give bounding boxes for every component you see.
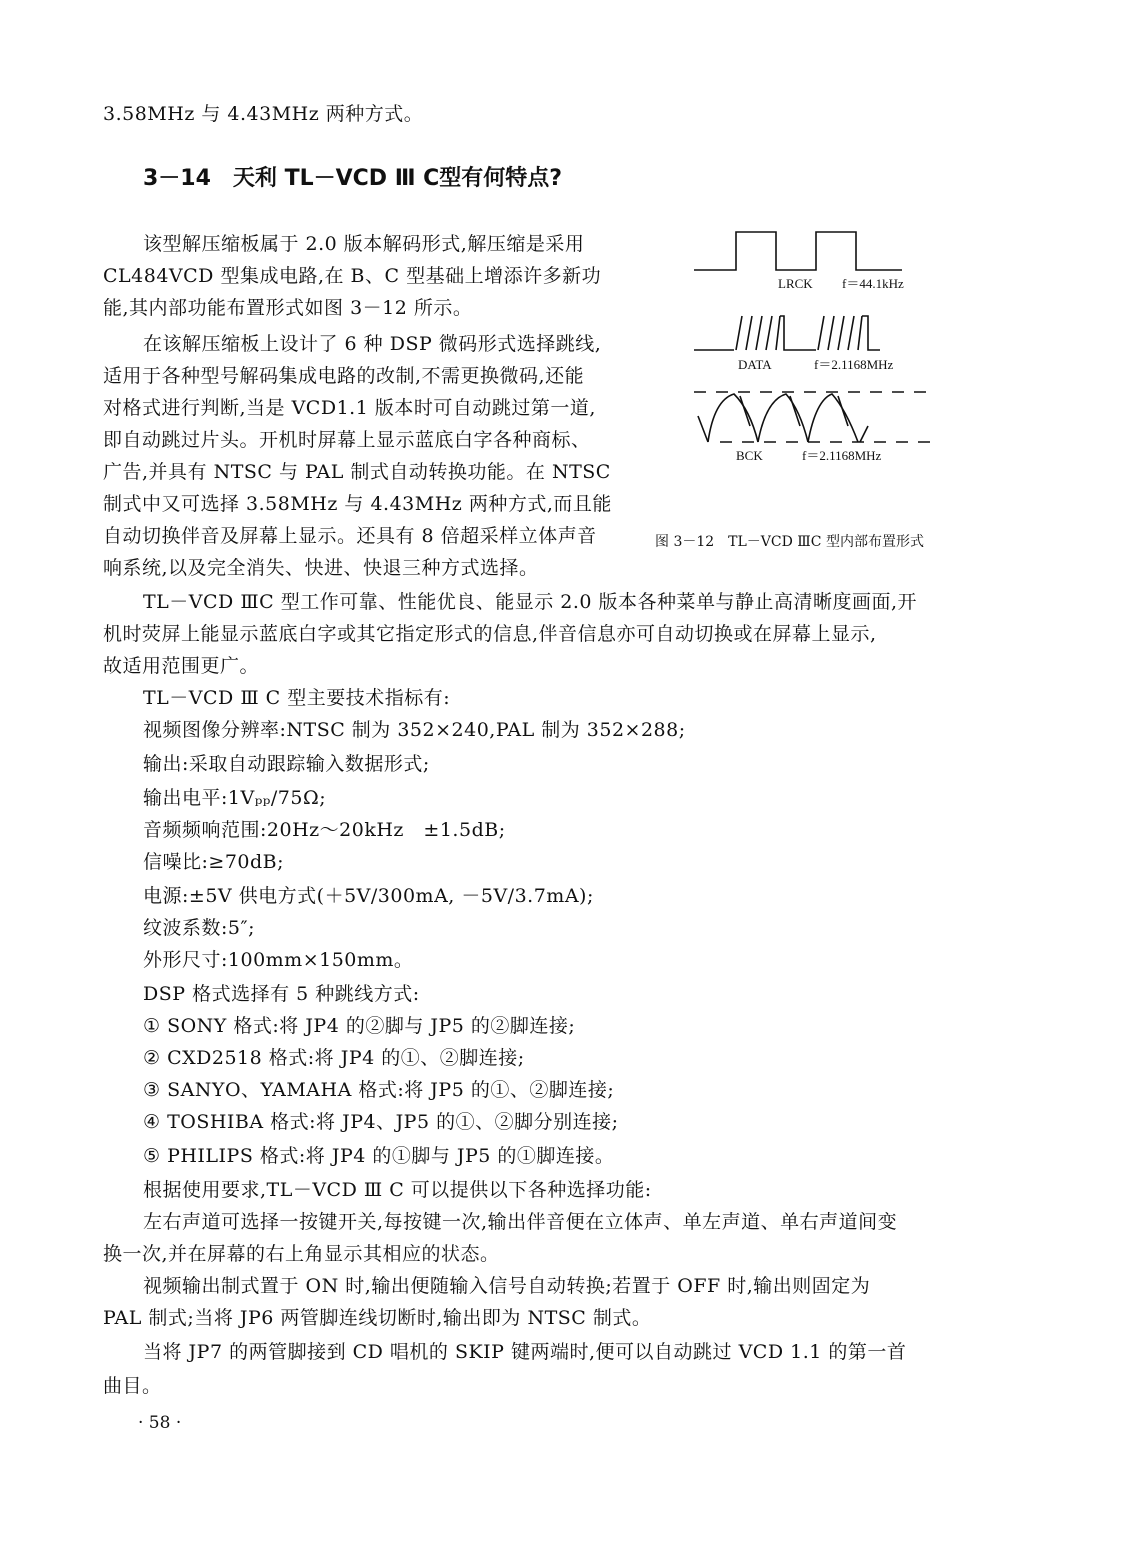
spec-line: 输出电平:1Vₚₚ/75Ω; <box>143 787 327 809</box>
spec-line: 信噪比:≥70dB; <box>143 851 285 873</box>
para2-line: 对格式进行判断,当是 VCD1.1 版本时可自动跳过第一道, <box>103 397 596 419</box>
bck-freq: f＝2.1168MHz <box>802 448 882 463</box>
para2-line: 响系统,以及完全消失、快进、快退三种方式选择。 <box>103 557 539 579</box>
para2-line: 即自动跳过片头。开机时屏幕上显示蓝底白字各种商标、 <box>103 429 591 451</box>
para2-line: 广告,并具有 NTSC 与 PAL 制式自动转换功能。在 NTSC <box>103 461 611 483</box>
spec-line: 纹波系数:5″; <box>143 917 255 939</box>
data-waveform <box>694 316 880 350</box>
para6-line: 当将 JP7 的两管脚接到 CD 唱机的 SKIP 键两端时,便可以自动跳过 VCD 1.1 的第一首 <box>143 1341 907 1363</box>
data-freq: f＝2.1168MHz <box>814 357 894 372</box>
para3-line: TL－VCD ⅢC 型工作可靠、性能优良、能显示 2.0 版本各种菜单与静止高清晰度画面,开 <box>143 591 918 613</box>
data-label: DATA <box>738 357 772 372</box>
top-line: 3.58MHz 与 4.43MHz 两种方式。 <box>103 103 424 125</box>
para2-line: 在该解压缩板上设计了 6 种 DSP 微码形式选择跳线, <box>143 333 602 355</box>
para1-line: 该型解压缩板属于 2.0 版本解码形式,解压缩是采用 <box>143 233 585 255</box>
page-number: · 58 · <box>138 1413 182 1433</box>
spec-line: 音频频响范围:20Hz～20kHz ±1.5dB; <box>143 819 506 841</box>
spec-line: 电源:±5V 供电方式(＋5V/300mA, －5V/3.7mA); <box>143 885 594 907</box>
bck-label: BCK <box>736 448 763 463</box>
para5-line: PAL 制式;当将 JP6 两管脚连线切断时,输出即为 NTSC 制式。 <box>103 1307 652 1329</box>
spec-line: 输出:采取自动跟踪输入数据形式; <box>143 753 430 775</box>
spec-line: ② CXD2518 格式:将 JP4 的①、②脚连接; <box>143 1047 525 1069</box>
spec-line: DSP 格式选择有 5 种跳线方式: <box>143 983 420 1005</box>
section-heading: 3－14 天利 TL－VCD Ⅲ C型有何特点? <box>143 166 563 191</box>
para1-line: CL484VCD 型集成电路,在 B、C 型基础上增添许多新功 <box>103 265 602 287</box>
lrck-freq: f＝44.1kHz <box>842 276 904 291</box>
spec-line: ④ TOSHIBA 格式:将 JP4、JP5 的①、②脚分别连接; <box>143 1111 619 1133</box>
bck-waveform <box>698 394 868 442</box>
lrck-label: LRCK <box>778 276 813 291</box>
para2-line: 制式中又可选择 3.58MHz 与 4.43MHz 两种方式,而且能 <box>103 493 612 515</box>
para3-line: 机时荧屏上能显示蓝底白字或其它指定形式的信息,伴音信息亦可自动切换或在屏幕上显示, <box>103 623 877 645</box>
spec-line: ③ SANYO、YAMAHA 格式:将 JP5 的①、②脚连接; <box>143 1079 615 1101</box>
spec-line: ⑤ PHILIPS 格式:将 JP4 的①脚与 JP5 的①脚连接。 <box>143 1145 615 1167</box>
para3-line: 故适用范围更广。 <box>103 655 260 677</box>
para5-line: 视频输出制式置于 ON 时,输出便随输入信号自动转换;若置于 OFF 时,输出则固定为 <box>143 1275 871 1297</box>
para6-line: 曲目。 <box>103 1375 162 1397</box>
figure-caption: 图 3－12 TL－VCD ⅢC 型内部布置形式 <box>655 534 924 550</box>
para4-line: 换一次,并在屏幕的右上角显示其相应的状态。 <box>103 1243 500 1265</box>
para1-line: 能,其内部功能布置形式如图 3－12 所示。 <box>103 297 473 319</box>
para2-line: 自动切换伴音及屏幕上显示。还具有 8 倍超采样立体声音 <box>103 525 597 547</box>
spec-line: TL－VCD Ⅲ C 型主要技术指标有: <box>143 687 451 709</box>
spec-line: 根据使用要求,TL－VCD Ⅲ C 可以提供以下各种选择功能: <box>143 1179 652 1201</box>
spec-line: 视频图像分辨率:NTSC 制为 352×240,PAL 制为 352×288; <box>143 719 686 741</box>
spec-line: ① SONY 格式:将 JP4 的②脚与 JP5 的②脚连接; <box>143 1015 576 1037</box>
spec-line: 外形尺寸:100mm×150mm。 <box>143 949 414 971</box>
timing-diagram-svg <box>690 220 940 470</box>
timing-diagram <box>690 220 940 470</box>
lrck-waveform <box>694 232 902 270</box>
para4-line: 左右声道可选择一按键开关,每按键一次,输出伴音便在立体声、单左声道、单右声道间变 <box>143 1211 898 1233</box>
para2-line: 适用于各种型号解码集成电路的改制,不需更换微码,还能 <box>103 365 585 387</box>
